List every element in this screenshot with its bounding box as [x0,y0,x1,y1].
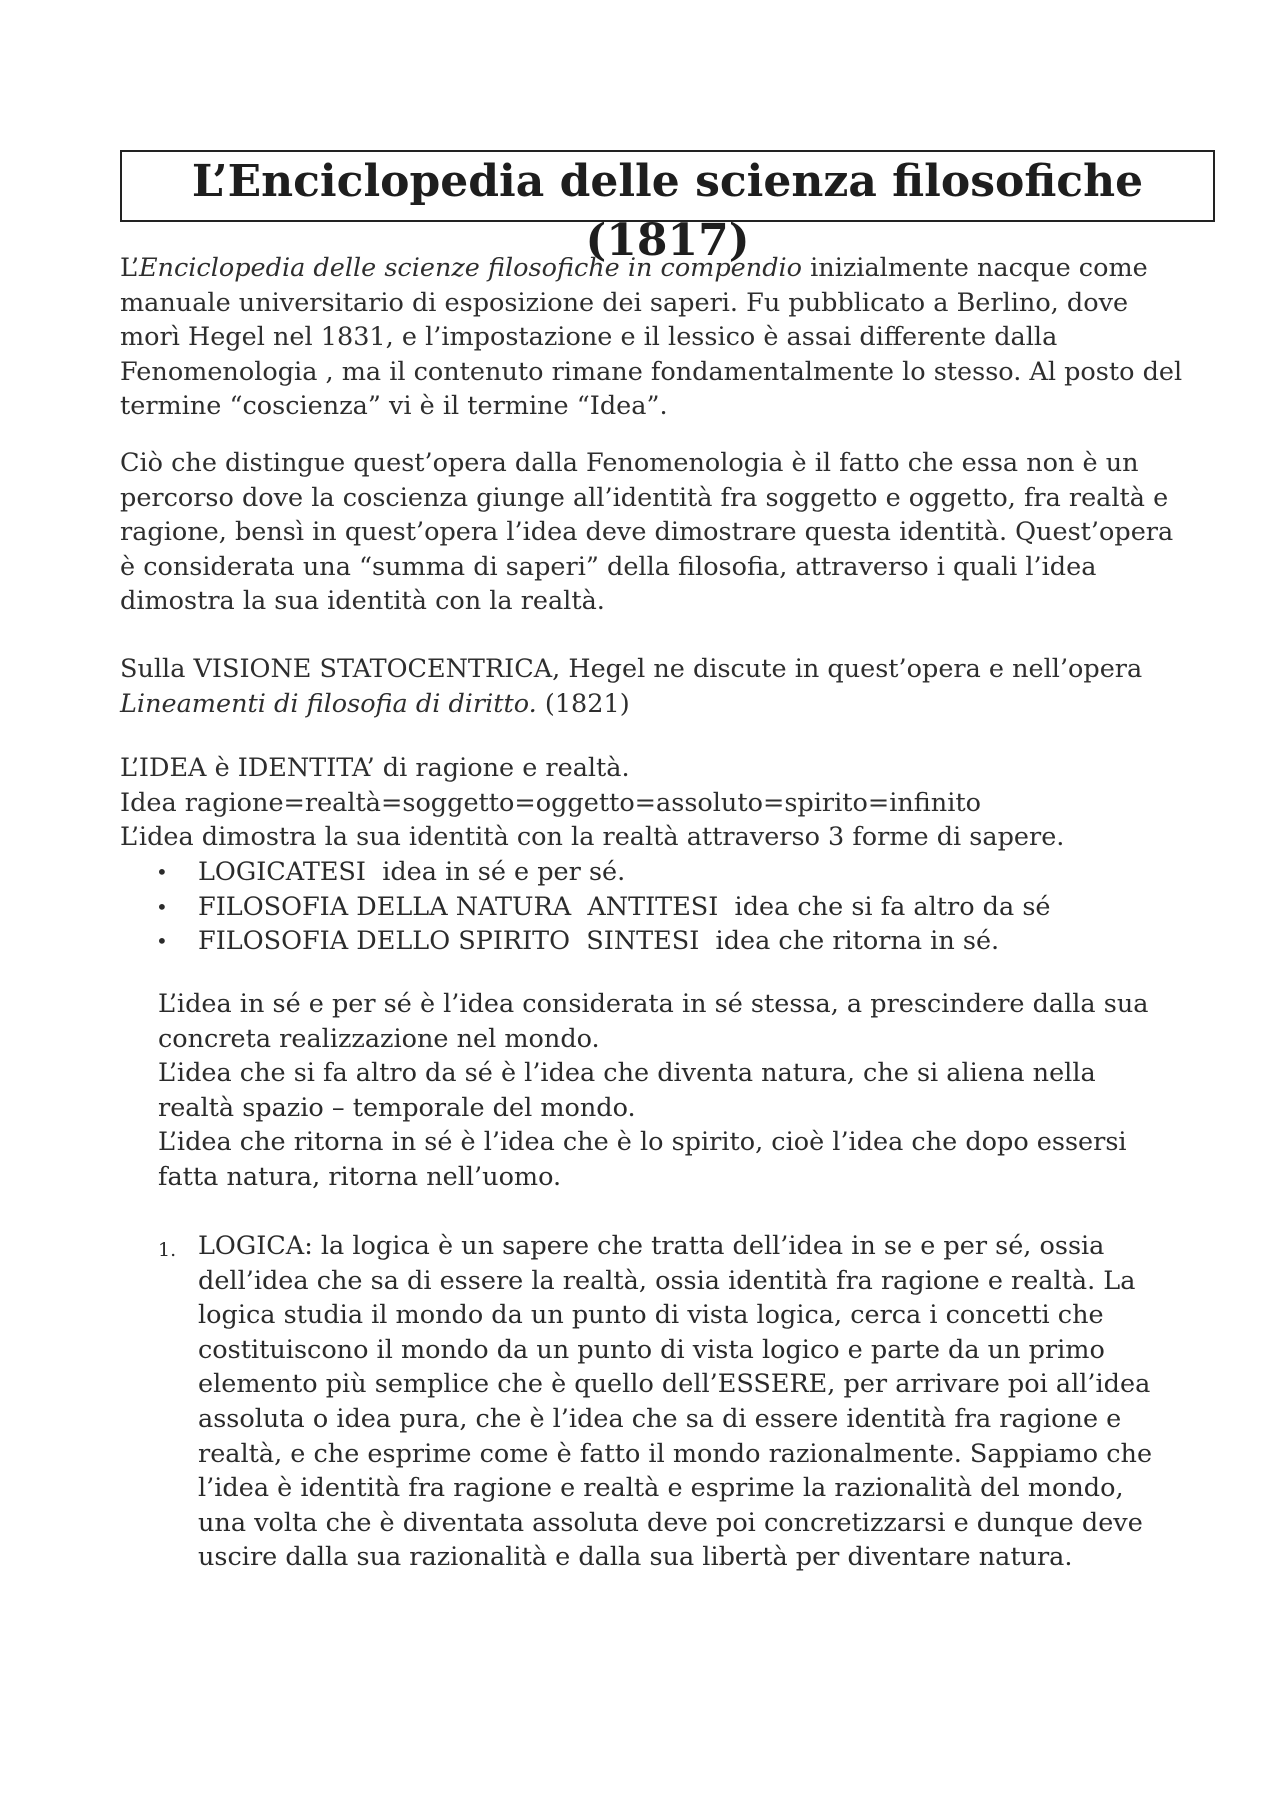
logica-numbered-item [158,1229,1158,1575]
lineamenti-title-italic: Lineamenti di filosofia di diritto. [120,688,537,719]
explanation-line-1: L’idea in sé e per sé è l’idea considerata in sé stessa, a prescindere dalla sua concreta realizzazione nel mondo. [158,989,1149,1054]
idea-line-1: L’IDEA è IDENTITA’ di ragione e realtà. [120,753,630,783]
idea-definition-block [120,751,1190,855]
list-item [120,855,1190,890]
explanation-line-3: L’idea che ritorna in sé è l’idea che è lo spirito, cioè l’idea che dopo essersi fatta natura, ritorna nell’uomo. [158,1127,1127,1192]
distinction-paragraph: Ciò che distingue quest’opera dalla Fenomenologia è il fatto che essa non è un percorso dove la coscienza giunge all’identità fra soggetto e oggetto, fra realtà e ragione, bensì in quest’opera l’idea deve dimostrare questa identità. Quest’opera è considerata una “summa di saperi” della filosofia, attraverso i quali l’idea dimostra la sua identità con la realtà. [120,448,1174,617]
idea-line-2: Idea ragione=realtà=soggetto=oggetto=assoluto=spirito=infinito [120,787,981,818]
bullet-icon: • [156,929,168,954]
intro-rest: inizialmente nacque come manuale universitario di esposizione dei saperi. Fu pubblicato a Berlino, dove morì Hegel nel 1831, e l’impostazione e il lessico è assai differente dalla Fenomenologia , ma il contenuto rimane fondamentalmente lo stesso. Al posto del termine “coscienza” vi è il termine “Idea”. [120,253,1183,422]
list-item [120,924,1190,959]
bullet-icon: • [156,860,168,884]
statocentric-paragraph [120,652,1190,721]
page-title: L’Enciclopedia delle scienza filosofiche (1817) [191,156,1144,266]
intro-paragraph [120,251,1190,424]
explanation-block [158,987,1178,1195]
intro-lead: L’ [120,253,139,283]
item-number: 1. [158,1239,177,1261]
explanation-line-2: L’idea che si fa altro da sé è l’idea che diventa natura, che si aliena nella realtà spazio – temporale del mondo. [158,1058,1096,1123]
bullet-icon: • [156,894,168,919]
logica-text: LOGICA: la logica è un sapere che tratta dell’idea in se e per sé, ossia dell’idea che sa di essere la realtà, ossia identità fra ragione e realtà. La logica studia il mondo da un punto di vista logica, cerca i concetti che costituiscono il mondo da un punto di vista logico e parte da un primo elemento più semplice che è quello dell’ESSERE, per arrivare poi all’idea assoluta o idea pura, che è l’idea che sa di essere identità fra ragione e realtà, e che esprime come è fatto il mondo razionalmente. Sappiamo che l’idea è identità fra ragione e realtà e esprime la razionalità del mondo, una volta che è diventata assoluta deve poi concretizzarsi e dunque deve uscire dalla sua razionalità e dalla sua libertà per diventare natura. [198,1231,1153,1573]
idea-line-3: L’idea dimostra la sua identità con la realtà attraverso 3 forme di sapere. [120,822,1065,853]
list-item-text: FILOSOFIA DELLO SPIRITO SINTESI idea che ritorna in sé. [198,926,1000,957]
list-item [120,890,1190,925]
list-item-text: LOGICATESI idea in sé e per sé. [198,857,626,887]
list-item-text: FILOSOFIA DELLA NATURA ANTITESI idea che si fa altro da sé [198,891,1051,922]
forms-of-knowledge-list [120,855,1190,959]
statocentric-lead: Sulla VISIONE STATOCENTRICA, Hegel ne discute in quest’opera e nell’opera [120,654,1143,684]
statocentric-year: (1821) [536,688,630,719]
book-title-italic: Enciclopedia delle scienze filosofiche in compendio [138,253,803,283]
